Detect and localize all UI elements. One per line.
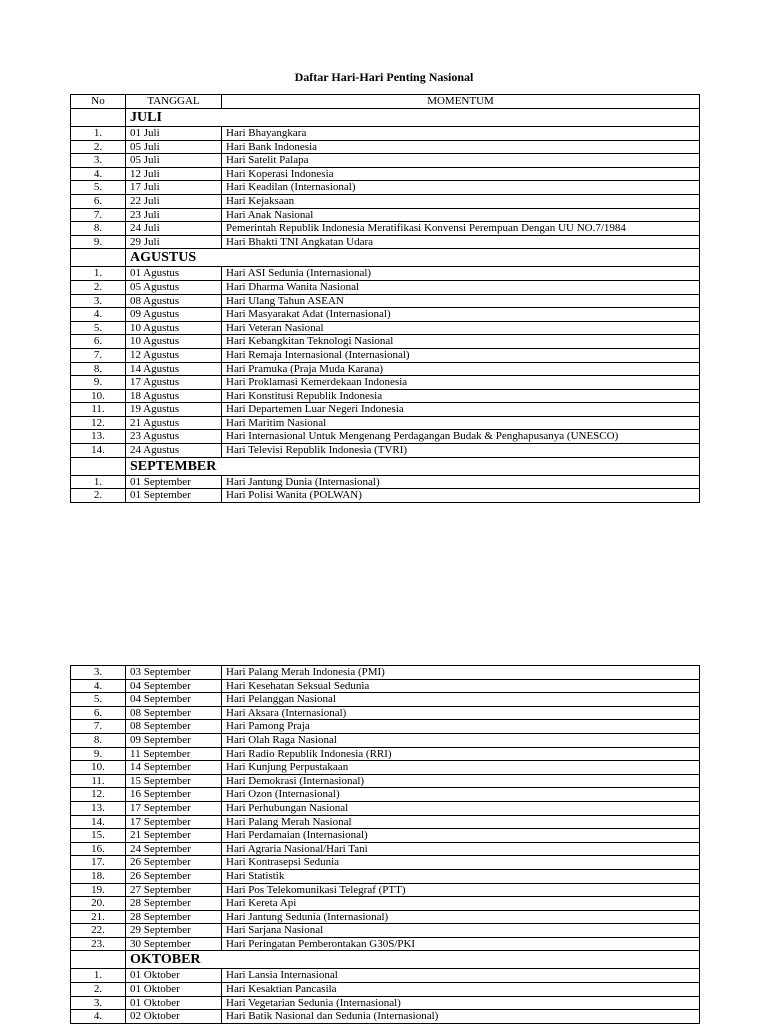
- no-cell: 9.: [71, 376, 126, 390]
- table-row: [71, 267, 700, 281]
- month-heading: JULI: [126, 109, 700, 127]
- no-cell: 4.: [71, 308, 126, 322]
- no-cell: 2.: [71, 280, 126, 294]
- table-row: [71, 489, 700, 503]
- header-momentum: MOMENTUM: [222, 95, 700, 109]
- momentum-cell: Hari Batik Nasional dan Sedunia (Internasional): [222, 1010, 700, 1024]
- momentum-cell: Hari Palang Merah Nasional: [222, 815, 700, 829]
- momentum-cell: Hari Anak Nasional: [222, 208, 700, 222]
- table-row: [71, 815, 700, 829]
- table-row: [71, 222, 700, 236]
- table-row: [71, 720, 700, 734]
- date-cell: 24 Juli: [126, 222, 222, 236]
- no-cell: 6.: [71, 194, 126, 208]
- no-cell: 19.: [71, 883, 126, 897]
- date-cell: 27 September: [126, 883, 222, 897]
- date-cell: 05 Juli: [126, 154, 222, 168]
- momentum-cell: Hari Proklamasi Kemerdekaan Indonesia: [222, 376, 700, 390]
- no-cell: 6.: [71, 706, 126, 720]
- momentum-cell: Hari Keadilan (Internasional): [222, 181, 700, 195]
- table-row: [71, 693, 700, 707]
- table-row: [71, 362, 700, 376]
- no-cell: 7.: [71, 720, 126, 734]
- date-cell: 21 Agustus: [126, 416, 222, 430]
- no-cell: 12.: [71, 788, 126, 802]
- table-row: [71, 788, 700, 802]
- document-title: Daftar Hari-Hari Penting Nasional: [294, 70, 474, 84]
- momentum-cell: Hari Aksara (Internasional): [222, 706, 700, 720]
- month-section-row: [71, 951, 700, 969]
- momentum-cell: Hari Ozon (Internasional): [222, 788, 700, 802]
- date-cell: 29 September: [126, 924, 222, 938]
- date-cell: 14 Agustus: [126, 362, 222, 376]
- no-cell: 5.: [71, 181, 126, 195]
- momentum-cell: Hari Pos Telekomunikasi Telegraf (PTT): [222, 883, 700, 897]
- momentum-cell: Hari Ulang Tahun ASEAN: [222, 294, 700, 308]
- no-cell: 13.: [71, 430, 126, 444]
- no-cell: 21.: [71, 910, 126, 924]
- table-row: [71, 308, 700, 322]
- table-row: [71, 389, 700, 403]
- no-cell: 1.: [71, 127, 126, 141]
- month-no-cell: [71, 249, 126, 267]
- date-cell: 01 September: [126, 489, 222, 503]
- table-row: [71, 801, 700, 815]
- no-cell: 9.: [71, 235, 126, 249]
- date-cell: 17 September: [126, 801, 222, 815]
- no-cell: 8.: [71, 733, 126, 747]
- momentum-cell: Hari Departemen Luar Negeri Indonesia: [222, 403, 700, 417]
- no-cell: 16.: [71, 842, 126, 856]
- date-cell: 17 September: [126, 815, 222, 829]
- table-row: [71, 733, 700, 747]
- table-row: [71, 747, 700, 761]
- table-row: [71, 430, 700, 444]
- date-cell: 05 Agustus: [126, 280, 222, 294]
- date-cell: 19 Agustus: [126, 403, 222, 417]
- table-row: [71, 983, 700, 997]
- no-cell: 8.: [71, 222, 126, 236]
- momentum-cell: Hari Bhakti TNI Angkatan Udara: [222, 235, 700, 249]
- date-cell: 29 Juli: [126, 235, 222, 249]
- table-row: [71, 1010, 700, 1024]
- date-cell: 10 Agustus: [126, 335, 222, 349]
- momentum-cell: Hari Kunjung Perpustakaan: [222, 761, 700, 775]
- date-cell: 15 September: [126, 774, 222, 788]
- date-cell: 18 Agustus: [126, 389, 222, 403]
- momentum-cell: Hari Dharma Wanita Nasional: [222, 280, 700, 294]
- momentum-cell: Hari Internasional Untuk Mengenang Perdagangan Budak & Penghapusanya (UNESCO): [222, 430, 700, 444]
- no-cell: 6.: [71, 335, 126, 349]
- no-cell: 10.: [71, 389, 126, 403]
- table-row: [71, 869, 700, 883]
- no-cell: 10.: [71, 761, 126, 775]
- momentum-cell: Hari Polisi Wanita (POLWAN): [222, 489, 700, 503]
- momentum-cell: Hari Bank Indonesia: [222, 140, 700, 154]
- momentum-cell: Hari Kesehatan Seksual Sedunia: [222, 679, 700, 693]
- table-row: [71, 194, 700, 208]
- date-cell: 08 September: [126, 720, 222, 734]
- month-section-row: [71, 249, 700, 267]
- table-row: [71, 335, 700, 349]
- month-section-row: [71, 457, 700, 475]
- date-cell: 01 September: [126, 475, 222, 489]
- table-row: [71, 127, 700, 141]
- table-row: [71, 897, 700, 911]
- no-cell: 7.: [71, 348, 126, 362]
- no-cell: 11.: [71, 403, 126, 417]
- date-cell: 26 September: [126, 869, 222, 883]
- holiday-table-page-2: [70, 665, 700, 1024]
- date-cell: 17 Agustus: [126, 376, 222, 390]
- date-cell: 12 Agustus: [126, 348, 222, 362]
- table-row: [71, 348, 700, 362]
- no-cell: 9.: [71, 747, 126, 761]
- momentum-cell: Hari Demokrasi (Internasional): [222, 774, 700, 788]
- header-tanggal: TANGGAL: [126, 95, 222, 109]
- no-cell: 7.: [71, 208, 126, 222]
- momentum-cell: Hari Agraria Nasional/Hari Tani: [222, 842, 700, 856]
- table-row: [71, 761, 700, 775]
- date-cell: 28 September: [126, 897, 222, 911]
- month-heading: SEPTEMBER: [126, 457, 700, 475]
- month-heading: OKTOBER: [126, 951, 700, 969]
- date-cell: 24 Agustus: [126, 444, 222, 458]
- date-cell: 03 September: [126, 666, 222, 680]
- no-cell: 2.: [71, 140, 126, 154]
- table-row: [71, 444, 700, 458]
- momentum-cell: Hari Satelit Palapa: [222, 154, 700, 168]
- momentum-cell: Hari Jantung Sedunia (Internasional): [222, 910, 700, 924]
- table-row: [71, 969, 700, 983]
- date-cell: 01 Juli: [126, 127, 222, 141]
- date-cell: 30 September: [126, 937, 222, 951]
- momentum-cell: Hari Vegetarian Sedunia (Internasional): [222, 996, 700, 1010]
- table-row: [71, 416, 700, 430]
- no-cell: 2.: [71, 489, 126, 503]
- momentum-cell: Hari Masyarakat Adat (Internasional): [222, 308, 700, 322]
- table-row: [71, 856, 700, 870]
- no-cell: 3.: [71, 294, 126, 308]
- date-cell: 24 September: [126, 842, 222, 856]
- no-cell: 3.: [71, 666, 126, 680]
- momentum-cell: Hari ASI Sedunia (Internasional): [222, 267, 700, 281]
- no-cell: 5.: [71, 321, 126, 335]
- date-cell: 26 September: [126, 856, 222, 870]
- table-row: [71, 666, 700, 680]
- date-cell: 23 Juli: [126, 208, 222, 222]
- table-row: [71, 294, 700, 308]
- momentum-cell: Hari Perdamaian (Internasional): [222, 829, 700, 843]
- momentum-cell: Hari Konstitusi Republik Indonesia: [222, 389, 700, 403]
- holiday-table-page-1: [70, 94, 700, 503]
- table-row: [71, 706, 700, 720]
- momentum-cell: Hari Koperasi Indonesia: [222, 167, 700, 181]
- month-no-cell: [71, 951, 126, 969]
- no-cell: 8.: [71, 362, 126, 376]
- date-cell: 09 Agustus: [126, 308, 222, 322]
- no-cell: 4.: [71, 167, 126, 181]
- no-cell: 1.: [71, 267, 126, 281]
- no-cell: 1.: [71, 475, 126, 489]
- date-cell: 10 Agustus: [126, 321, 222, 335]
- momentum-cell: Hari Perhubungan Nasional: [222, 801, 700, 815]
- no-cell: 20.: [71, 897, 126, 911]
- no-cell: 23.: [71, 937, 126, 951]
- table-row: [71, 924, 700, 938]
- table-row: [71, 140, 700, 154]
- momentum-cell: Hari Kesaktian Pancasila: [222, 983, 700, 997]
- no-cell: 12.: [71, 416, 126, 430]
- table-row: [71, 403, 700, 417]
- table-row: [71, 376, 700, 390]
- date-cell: 01 Oktober: [126, 996, 222, 1010]
- no-cell: 15.: [71, 829, 126, 843]
- no-cell: 1.: [71, 969, 126, 983]
- date-cell: 02 Oktober: [126, 1010, 222, 1024]
- momentum-cell: Hari Peringatan Pemberontakan G30S/PKI: [222, 937, 700, 951]
- date-cell: 17 Juli: [126, 181, 222, 195]
- no-cell: 5.: [71, 693, 126, 707]
- date-cell: 01 Agustus: [126, 267, 222, 281]
- table-row: [71, 280, 700, 294]
- date-cell: 21 September: [126, 829, 222, 843]
- table-row: [71, 181, 700, 195]
- no-cell: 4.: [71, 1010, 126, 1024]
- date-cell: 01 Oktober: [126, 969, 222, 983]
- momentum-cell: Hari Lansia Internasional: [222, 969, 700, 983]
- momentum-cell: Hari Pelanggan Nasional: [222, 693, 700, 707]
- header-no: No: [71, 95, 126, 109]
- date-cell: 04 September: [126, 679, 222, 693]
- no-cell: 22.: [71, 924, 126, 938]
- date-cell: 11 September: [126, 747, 222, 761]
- date-cell: 05 Juli: [126, 140, 222, 154]
- date-cell: 12 Juli: [126, 167, 222, 181]
- month-no-cell: [71, 109, 126, 127]
- momentum-cell: Hari Palang Merah Indonesia (PMI): [222, 666, 700, 680]
- date-cell: 14 September: [126, 761, 222, 775]
- momentum-cell: Hari Jantung Dunia (Internasional): [222, 475, 700, 489]
- momentum-cell: Hari Veteran Nasional: [222, 321, 700, 335]
- momentum-cell: Hari Pramuka (Praja Muda Karana): [222, 362, 700, 376]
- momentum-cell: Hari Radio Republik Indonesia (RRI): [222, 747, 700, 761]
- date-cell: 08 September: [126, 706, 222, 720]
- momentum-cell: Hari Kebangkitan Teknologi Nasional: [222, 335, 700, 349]
- momentum-cell: Hari Maritim Nasional: [222, 416, 700, 430]
- table-row: [71, 235, 700, 249]
- date-cell: 09 September: [126, 733, 222, 747]
- date-cell: 04 September: [126, 693, 222, 707]
- table-row: [71, 883, 700, 897]
- table-row: [71, 829, 700, 843]
- date-cell: 16 September: [126, 788, 222, 802]
- table-row: [71, 937, 700, 951]
- month-section-row: [71, 109, 700, 127]
- momentum-cell: Pemerintah Republik Indonesia Meratifikasi Konvensi Perempuan Dengan UU NO.7/1984: [222, 222, 700, 236]
- month-no-cell: [71, 457, 126, 475]
- date-cell: 08 Agustus: [126, 294, 222, 308]
- momentum-cell: Hari Sarjana Nasional: [222, 924, 700, 938]
- momentum-cell: Hari Kejaksaan: [222, 194, 700, 208]
- momentum-cell: Hari Televisi Republik Indonesia (TVRI): [222, 444, 700, 458]
- table-row: [71, 996, 700, 1010]
- no-cell: 18.: [71, 869, 126, 883]
- momentum-cell: Hari Bhayangkara: [222, 127, 700, 141]
- table-row: [71, 321, 700, 335]
- table-row: [71, 475, 700, 489]
- no-cell: 13.: [71, 801, 126, 815]
- momentum-cell: Hari Statistik: [222, 869, 700, 883]
- no-cell: 4.: [71, 679, 126, 693]
- date-cell: 01 Oktober: [126, 983, 222, 997]
- no-cell: 2.: [71, 983, 126, 997]
- table-row: [71, 774, 700, 788]
- date-cell: 23 Agustus: [126, 430, 222, 444]
- momentum-cell: Hari Kereta Api: [222, 897, 700, 911]
- no-cell: 3.: [71, 154, 126, 168]
- momentum-cell: Hari Kontrasepsi Sedunia: [222, 856, 700, 870]
- momentum-cell: Hari Olah Raga Nasional: [222, 733, 700, 747]
- table-row: [71, 208, 700, 222]
- table-row: [71, 154, 700, 168]
- table-row: [71, 167, 700, 181]
- momentum-cell: Hari Pamong Praja: [222, 720, 700, 734]
- month-heading: AGUSTUS: [126, 249, 700, 267]
- momentum-cell: Hari Remaja Internasional (Internasional): [222, 348, 700, 362]
- no-cell: 14.: [71, 444, 126, 458]
- no-cell: 11.: [71, 774, 126, 788]
- table-row: [71, 842, 700, 856]
- no-cell: 14.: [71, 815, 126, 829]
- table-header-row: [71, 95, 700, 109]
- no-cell: 3.: [71, 996, 126, 1010]
- table-row: [71, 679, 700, 693]
- date-cell: 22 Juli: [126, 194, 222, 208]
- table-row: [71, 910, 700, 924]
- no-cell: 17.: [71, 856, 126, 870]
- date-cell: 28 September: [126, 910, 222, 924]
